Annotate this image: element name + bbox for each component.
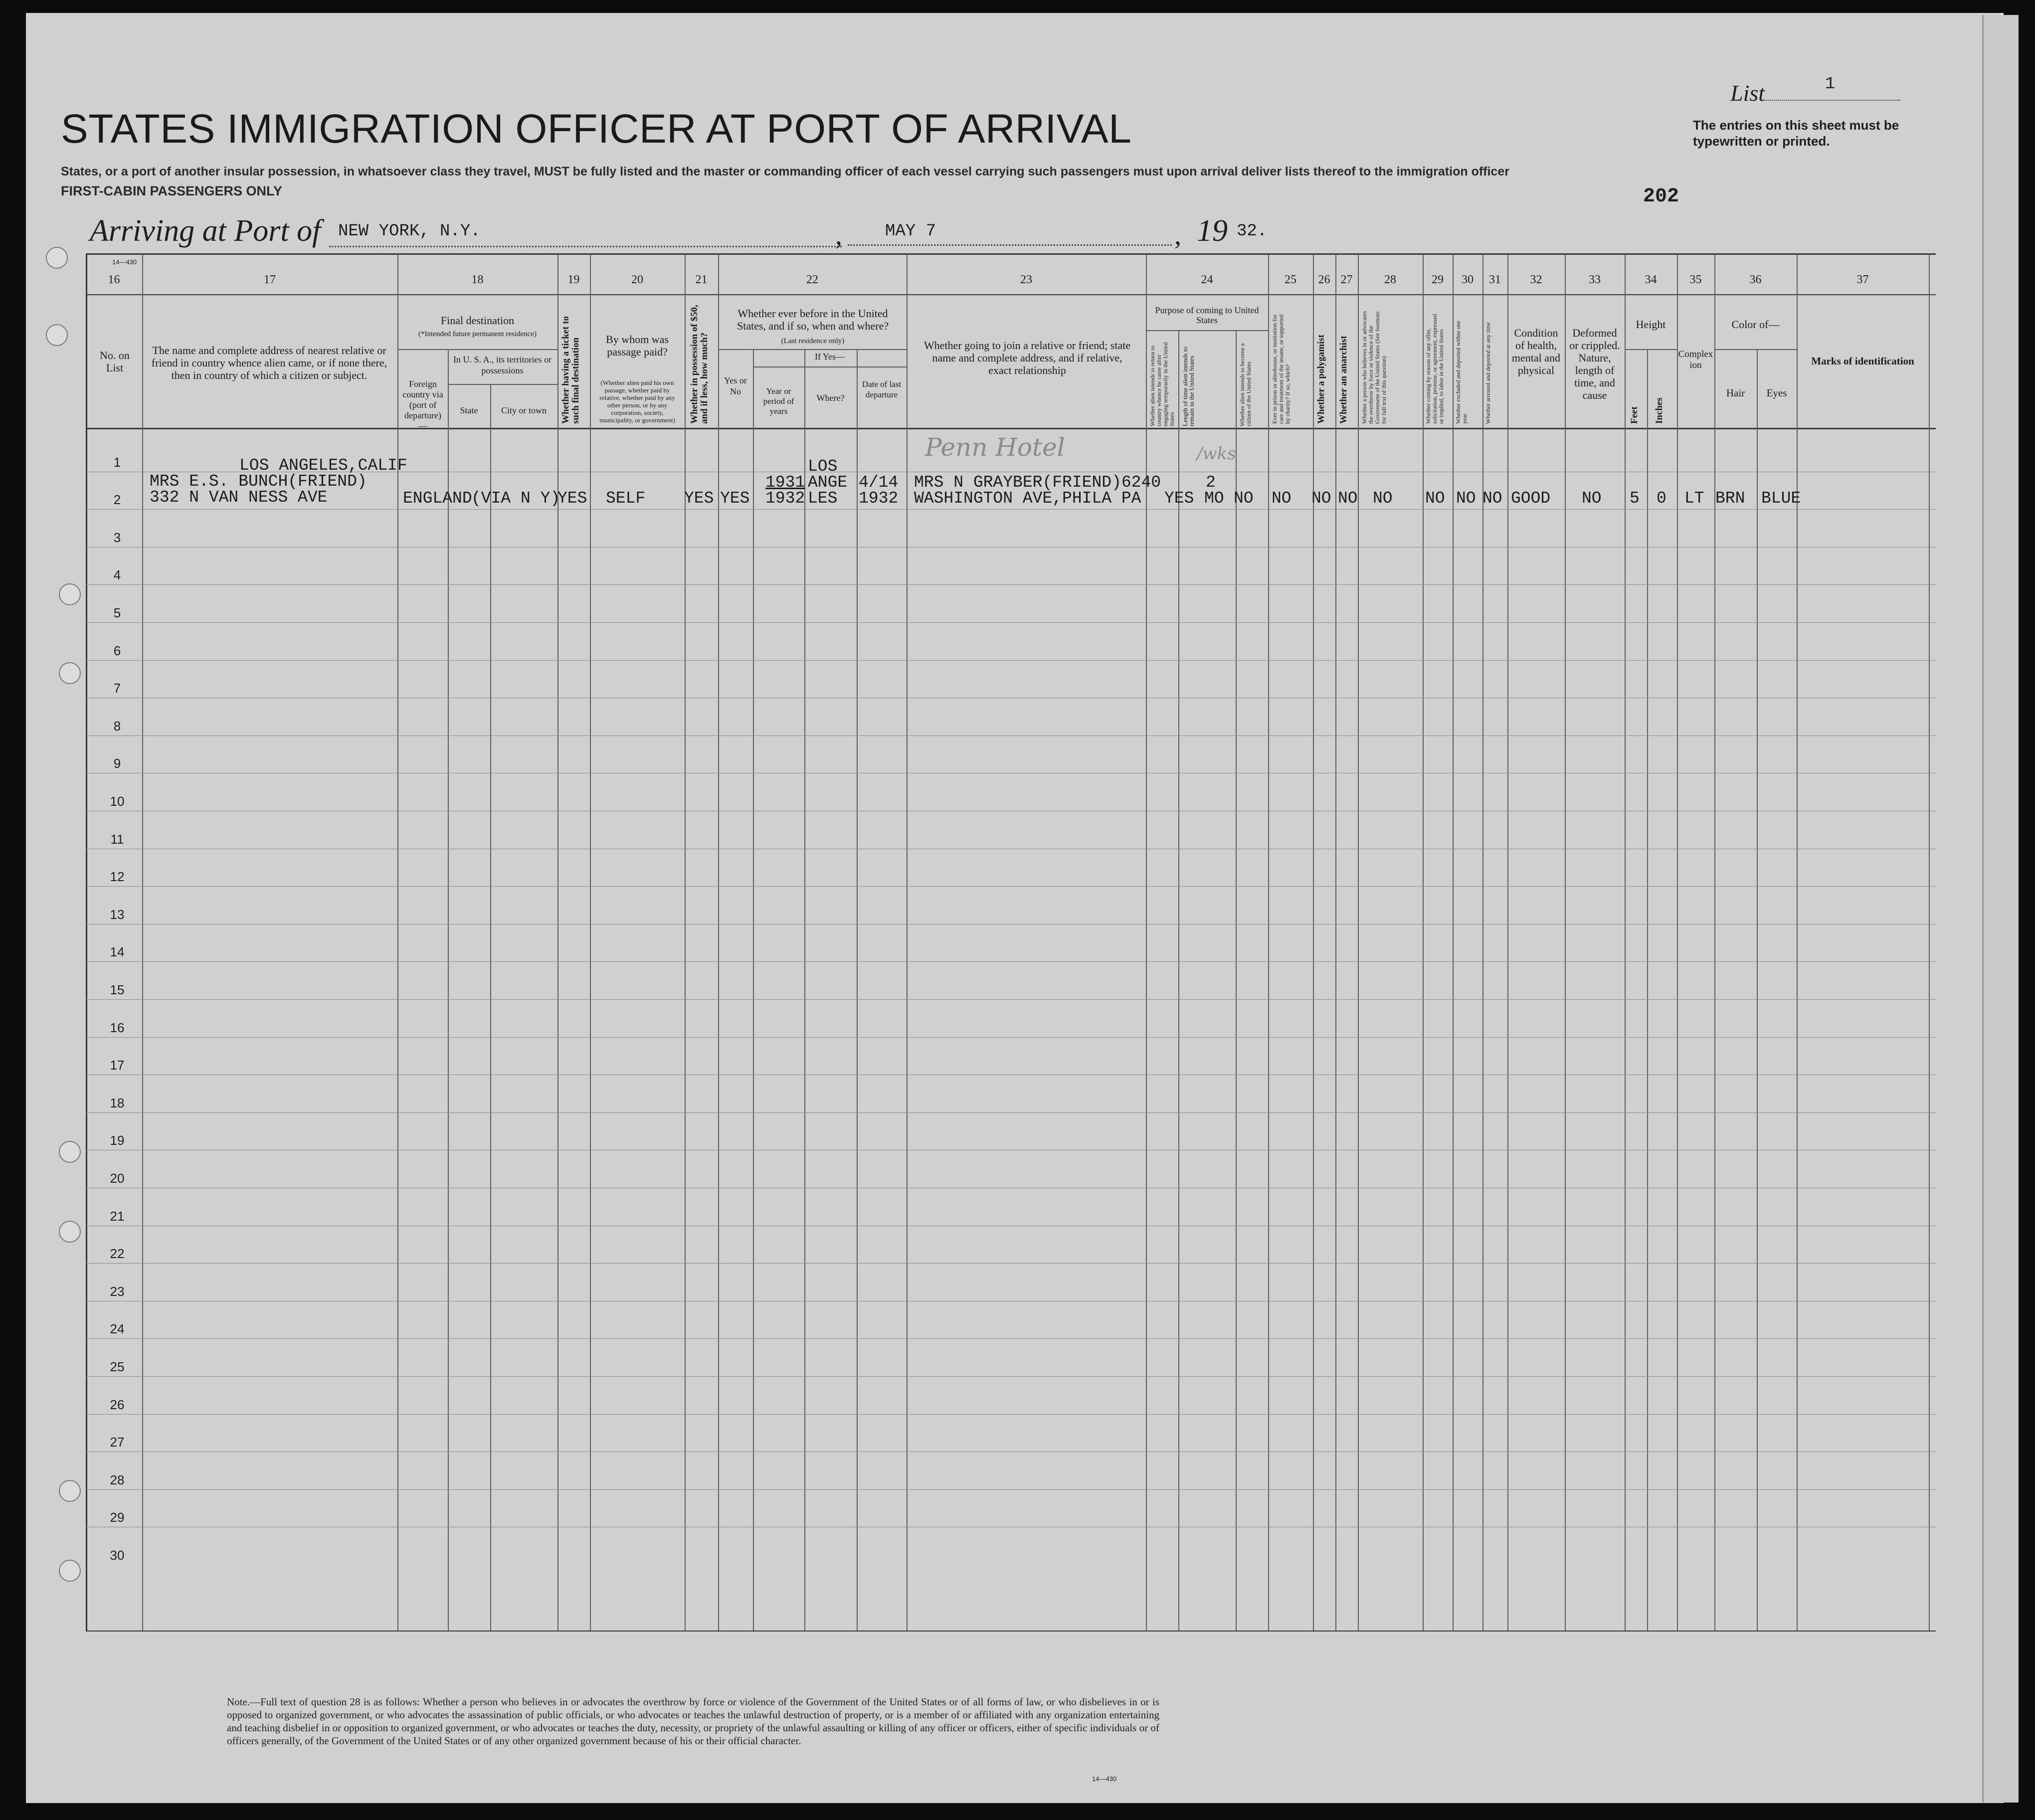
port-field: NEW YORK, N.Y.: [329, 222, 842, 247]
header-ticket: Whether having a ticket to such final destination: [560, 316, 581, 424]
row-rule: [86, 1489, 1936, 1490]
footnote-question-28: Note.—Full text of question 28 is as follows: Whether a person who believes in or advocates the overthrow by force or violence of the Government of the United States or of all forms of law, or who disbelieves in or is opposed to organized government, or who advocates the assassination of public officials, or who advocates or teaches the unlawful destruction of property, or is a member of or affiliated with any organization entertaining and teaching disbelief in or opposition to organized government, or who advocates or teaches the duty, necessity, or propriety of the unlawful assaulting or killing of any officer or officers, either of specific individuals or of officers generally, of the Government of the United States or of any other organized government because of his or their official character.: [227, 1696, 1159, 1747]
header-purpose-return: Whether alien intends to return to country whence he came after engaging temporarily in the United States: [1149, 342, 1175, 426]
row-number: 3: [113, 530, 121, 545]
column-number: 19: [567, 273, 580, 286]
handwritten-penn-hotel: Penn Hotel: [925, 433, 1065, 462]
column-number: 30: [1462, 273, 1474, 286]
table-top-rule: [86, 253, 1936, 255]
where-value-1: LOS: [808, 457, 838, 476]
column-divider: [1146, 254, 1147, 1631]
column-divider: [1236, 330, 1237, 1631]
column-divider: [590, 254, 591, 1631]
subtitle: States, or a port of another insular possession, in whatsoever class they travel, MUST be fully listed and the master or commanding officer of each vessel carrying such passengers must upon arrival deliver lists thereof to the immigration officer: [61, 165, 1509, 179]
row-number: 22: [110, 1246, 125, 1262]
row-rule: [86, 660, 1936, 661]
column-number-rule: [86, 294, 1936, 295]
header-complexion: Complexion: [1678, 349, 1713, 370]
row-number: 15: [110, 982, 125, 997]
column-divider: [718, 254, 719, 1631]
header-final-destination: Final destination: [440, 314, 515, 327]
header-city: City or town: [501, 405, 547, 415]
row-number: 6: [113, 643, 121, 658]
column-number: 27: [1340, 273, 1353, 286]
row-rule: [86, 509, 1936, 510]
year-to-value: 1932: [765, 489, 805, 508]
arriving-label: Arriving at Port of: [90, 214, 321, 248]
header-color-of: Color of—: [1731, 318, 1780, 331]
column-divider: [1335, 254, 1336, 1631]
subheader-rule: [1625, 349, 1677, 350]
header-purpose-length: Length of time alien intends to remain in the United States: [1181, 347, 1195, 426]
column-number: 17: [264, 273, 276, 286]
row-rule: [86, 735, 1936, 736]
row-number: 27: [110, 1435, 125, 1450]
header-bottom-rule: [86, 428, 1936, 429]
row-number: 18: [110, 1095, 125, 1110]
relative-address-line2: MRS E.S. BUNCH(FRIEND): [150, 472, 367, 491]
row-number: 24: [110, 1321, 125, 1337]
anarchist-value: NO: [1338, 489, 1358, 508]
date-last-value-2: 1932: [859, 489, 899, 508]
polygamist-value: NO: [1311, 489, 1331, 508]
header-ever-before-note: (Last residence only): [781, 337, 845, 345]
column-divider: [1714, 254, 1715, 1631]
inches-value: 0: [1657, 489, 1666, 508]
column-divider: [1757, 349, 1758, 1631]
row-number: 5: [113, 605, 121, 620]
separator-comma: ,: [835, 220, 842, 251]
column-divider: [804, 349, 805, 1631]
where-value-3: LES: [808, 489, 838, 508]
row-number: 13: [110, 907, 125, 922]
subheader-rule: [1146, 330, 1268, 331]
ticket-value: YES: [557, 489, 587, 508]
page-title: STATES IMMIGRATION OFFICER AT PORT OF ARRIVAL: [61, 106, 1132, 152]
column-number: 36: [1749, 273, 1762, 286]
column-divider: [1625, 254, 1626, 1631]
binder-hole: [59, 1560, 81, 1582]
row-rule: [86, 1037, 1936, 1038]
column-divider: [142, 254, 143, 1631]
header-no-on-list: No. on List: [100, 349, 130, 374]
column-number: 20: [631, 273, 643, 286]
row-rule: [86, 622, 1936, 623]
column-number: 21: [695, 273, 708, 286]
header-ever-before: Whether ever before in the United States, and if so, when and where?: [737, 307, 889, 332]
health-value: GOOD: [1511, 489, 1551, 508]
year-suffix: 32.: [1237, 222, 1268, 241]
list-label: List: [1730, 80, 1765, 106]
row-number: 16: [110, 1020, 125, 1035]
header-anarchist: Whether an anarchist: [1338, 336, 1349, 424]
column-number: 35: [1689, 273, 1702, 286]
header-hair: Hair: [1726, 387, 1745, 399]
subheader-rule: [753, 366, 907, 367]
separator-comma: ,: [1174, 220, 1181, 251]
citizen-value: NO: [1234, 489, 1254, 508]
column-divider: [753, 349, 754, 1631]
column-divider: [490, 384, 491, 1631]
complexion-value: LT: [1684, 489, 1704, 508]
column-number: 29: [1432, 273, 1444, 286]
header-in-usa: In U. S. A., its territories or possessions: [453, 355, 552, 375]
passage-value: SELF: [606, 489, 646, 508]
row-number: 29: [110, 1510, 125, 1525]
row-number: 7: [113, 681, 121, 696]
subheader-rule: [1714, 349, 1797, 350]
header-q30: Whether excluded and deported within one year: [1455, 321, 1468, 424]
binder-hole: [59, 1141, 81, 1163]
q29-value: NO: [1425, 489, 1445, 508]
where-value-2: ANGE: [808, 473, 848, 492]
row-number: 4: [113, 567, 121, 583]
row-number: 10: [110, 794, 125, 809]
column-number: 24: [1201, 273, 1213, 286]
binder-hole: [59, 662, 81, 684]
row-number: 9: [113, 756, 121, 771]
header-relative-abroad: The name and complete address of nearest relative or friend in country whence alien came, or if none there, then in country of which a citizen or subject.: [151, 344, 387, 381]
column-divider: [86, 254, 87, 1631]
eyes-value: BLUE: [1761, 489, 1801, 508]
form-code: 14—430: [112, 258, 137, 266]
column-divider: [1313, 254, 1314, 1631]
joining-value-1: MRS N GRAYBER(FRIEND)6240: [914, 473, 1161, 492]
destination-value: (VIA N Y): [471, 489, 560, 508]
header-height: Height: [1636, 318, 1666, 331]
row-number: 21: [110, 1208, 125, 1224]
header-feet: Feet: [1629, 406, 1640, 424]
row-number: 23: [110, 1283, 125, 1299]
date-field: MAY 7: [848, 222, 1172, 246]
length-value-2: MO: [1204, 489, 1224, 508]
binder-hole: [46, 324, 68, 346]
return-value: YES: [1164, 489, 1194, 508]
row-number: 20: [110, 1171, 125, 1186]
column-number: 37: [1856, 273, 1869, 286]
ever-before-value: YES: [720, 489, 750, 508]
sheet-number: 202: [1643, 185, 1679, 208]
row-number: 30: [110, 1548, 125, 1563]
header-marks: Marks of identification: [1811, 355, 1914, 367]
header-money: Whether in possession of $50, and if less, how much?: [689, 305, 710, 424]
column-number: 16: [108, 273, 120, 286]
handwritten-wks: /wks: [1197, 444, 1236, 464]
row-rule: [86, 961, 1936, 962]
header-deformed: Deformed or crippled. Nature, length of time, and cause: [1569, 327, 1620, 401]
row-number: 26: [110, 1397, 125, 1412]
hair-value: BRN: [1715, 489, 1745, 508]
column-divider: [1797, 254, 1798, 1631]
footnote-form-code: 14—430: [1092, 1775, 1117, 1783]
row-rule: [86, 1263, 1936, 1264]
header-condition: Condition of health, mental and physical: [1511, 327, 1561, 376]
row-number: 14: [110, 944, 125, 960]
header-where: Where?: [816, 393, 845, 403]
row-rule: [86, 1414, 1936, 1415]
row-rule: [86, 999, 1936, 1000]
feet-value: 5: [1630, 489, 1640, 508]
row-number: 17: [110, 1058, 125, 1073]
subheader-rule: [448, 384, 557, 385]
header-prison: Ever in prison or almshouse, or institution for care and treatment of the insane, or supported by charity? If so, which?: [1271, 314, 1291, 424]
column-number: 26: [1318, 273, 1330, 286]
row-rule: [86, 1376, 1936, 1377]
column-number: 18: [471, 273, 484, 286]
binder-hole: [59, 1480, 81, 1502]
row-number: 11: [110, 831, 124, 847]
header-yes-or-no: Yes or No: [724, 375, 747, 396]
year-prefix: 19: [1197, 214, 1228, 248]
column-number: 22: [806, 273, 818, 286]
q30-value: NO: [1456, 489, 1476, 508]
column-divider: [1677, 254, 1678, 1631]
column-divider: [557, 254, 558, 1631]
foreign-country-value: ENGLAND: [403, 489, 472, 508]
list-number: 1: [1760, 75, 1900, 101]
header-purpose-citizen: Whether alien intends to become a citizen of the United States: [1239, 343, 1252, 426]
subheader-rule: [397, 349, 557, 350]
column-divider: [1423, 254, 1424, 1631]
column-divider: [907, 254, 908, 1631]
header-q29: Whether coming by reason of any offer, solicitation, promise, or agreement, expressed or implied, to labor in the United States: [1425, 314, 1445, 424]
header-year-period: Year or period of years: [763, 386, 794, 416]
row-number: 28: [110, 1472, 125, 1487]
column-divider: [1178, 330, 1179, 1631]
header-q31: Whether arrested and deported at any time: [1484, 322, 1491, 424]
row-rule: [86, 584, 1936, 585]
column-divider: [448, 349, 449, 1631]
column-number: 33: [1589, 273, 1601, 286]
row-number: 25: [110, 1359, 125, 1374]
header-foreign-country: Foreign country via (port of departure)—: [402, 379, 443, 431]
column-divider: [1647, 349, 1648, 1631]
row-number: 19: [110, 1133, 125, 1148]
q28-value: NO: [1373, 489, 1393, 508]
row-rule: [86, 1338, 1936, 1339]
relative-address-line1: LOS ANGELES,CALIF: [239, 456, 407, 475]
prison-value: NO: [1272, 489, 1292, 508]
header-if-yes: If Yes—: [814, 352, 845, 362]
class-line: FIRST-CABIN PASSENGERS ONLY: [61, 183, 283, 198]
column-divider: [1565, 254, 1566, 1631]
row-number: 8: [113, 718, 121, 733]
column-number: 23: [1020, 273, 1032, 286]
header-q28: Whether a person who believes in or advocates the overthrow by force or violence of the Government of the United States (See footnote for full text of this question): [1361, 311, 1387, 424]
column-divider: [1453, 254, 1454, 1631]
column-divider: [1482, 254, 1483, 1631]
deformed-value: NO: [1582, 489, 1602, 508]
row-number: 2: [113, 492, 121, 508]
header-eyes: Eyes: [1766, 387, 1787, 399]
header-purpose: Purpose of coming to United States: [1155, 305, 1259, 325]
binder-hole: [59, 1221, 81, 1243]
length-value-1: 2: [1206, 473, 1216, 492]
column-divider: [857, 349, 858, 1631]
header-joining: Whether going to join a relative or friend; state name and complete address, and if relative, exact relationship: [924, 339, 1131, 376]
column-number: 28: [1384, 273, 1396, 286]
binder-hole: [46, 247, 68, 269]
header-polygamist: Whether a polygamist: [1316, 334, 1326, 424]
row-number: 12: [110, 869, 125, 885]
column-number: 32: [1530, 273, 1542, 286]
q31-value: NO: [1482, 489, 1502, 508]
date-last-value-1: 4/14: [859, 473, 899, 492]
header-inches: Inches: [1654, 397, 1665, 424]
entries-note: The entries on this sheet must be typewritten or printed.: [1693, 118, 1899, 149]
column-divider: [1507, 254, 1508, 1631]
column-divider: [1268, 254, 1269, 1631]
year-from-value: 1931: [765, 473, 805, 492]
relative-address-line3: 332 N VAN NESS AVE: [150, 488, 328, 507]
header-final-destination-note: (*Intended future permanent residence): [418, 330, 537, 338]
row-rule: [86, 1112, 1936, 1113]
table-bottom-rule: [86, 1631, 1936, 1632]
money-value: YES: [684, 489, 714, 508]
column-divider: [685, 254, 686, 1631]
page-fold-edge: [1982, 15, 2019, 1803]
header-state: State: [460, 405, 478, 415]
row-number: 1: [113, 454, 121, 470]
header-date-last: Date of last departure: [862, 379, 902, 399]
column-number: 31: [1489, 273, 1501, 286]
joining-value-2: WASHINGTON AVE,PHILA PA: [914, 489, 1141, 508]
subheader-rule: [718, 349, 907, 350]
header-passage-paid-note: (Whether alien paid his own passage, whether paid by relative, whether paid by any other person, or by any corporation, society, municipality, or government): [599, 379, 675, 424]
column-number: 25: [1285, 273, 1296, 286]
row-rule: [86, 886, 1936, 887]
header-passage-paid: By whom was passage paid?: [606, 333, 669, 358]
column-divider: [1358, 254, 1359, 1631]
binder-hole: [59, 583, 81, 605]
column-number: 34: [1645, 273, 1657, 286]
column-divider: [1929, 254, 1930, 1631]
